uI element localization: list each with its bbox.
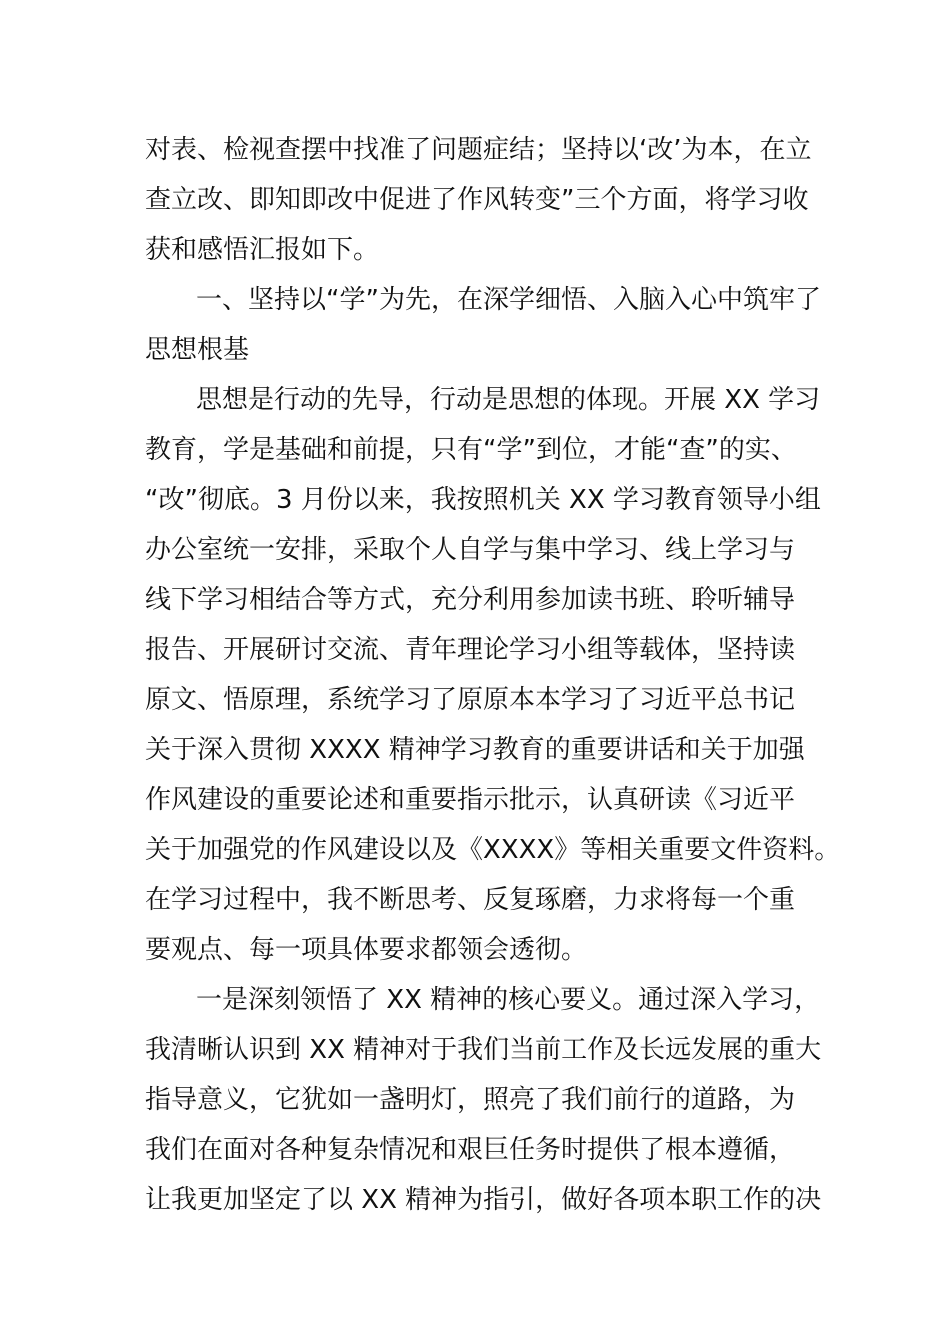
text-line: 查立改、即知即改中促进了作风转变”三个方面，将学习收: [145, 185, 809, 215]
text-line: 在学习过程中，我不断思考、反复琢磨，力求将每一个重: [145, 885, 796, 915]
text-line: 要观点、每一项具体要求都领会透彻。: [145, 935, 588, 965]
text-line: 获和感悟汇报如下。: [145, 235, 380, 265]
text-line: 作风建设的重要论述和重要指示批示，认真研读《习近平: [145, 785, 796, 815]
text-line: 让我更加坚定了以 XX 精神为指引，做好各项本职工作的决: [145, 1185, 822, 1215]
text-line: 关于加强党的作风建设以及《XXXX》等相关重要文件资料。: [145, 835, 841, 865]
text-line: 办公室统一安排，采取个人自学与集中学习、线上学习与: [145, 535, 796, 565]
text-line: 报告、开展研讨交流、青年理论学习小组等载体，坚持读: [145, 635, 796, 665]
text-line: 思想是行动的先导，行动是思想的体现。开展 XX 学习: [196, 385, 821, 415]
text-line: 关于深入贯彻 XXXX 精神学习教育的重要讲话和关于加强: [145, 735, 805, 765]
text-line: 线下学习相结合等方式，充分利用参加读书班、聆听辅导: [145, 585, 796, 615]
text-line: 教育，学是基础和前提，只有“学”到位，才能“查”的实、: [145, 435, 797, 465]
text-line: 指导意义，它犹如一盏明灯，照亮了我们前行的道路，为: [145, 1085, 796, 1115]
text-line: 对表、检视查摆中找准了问题症结；坚持以‘改’为本，在立: [145, 135, 812, 165]
text-line: 我清晰认识到 XX 精神对于我们当前工作及长远发展的重大: [145, 1035, 822, 1065]
text-line: 一是深刻领悟了 XX 精神的核心要义。通过深入学习，: [196, 985, 821, 1015]
section-heading-line: 一、坚持以“学”为先，在深学细悟、入脑入心中筑牢了: [196, 285, 821, 315]
section-heading-line: 思想根基: [145, 335, 250, 365]
text-line: “改”彻底。3 月份以来，我按照机关 XX 学习教育领导小组: [145, 485, 821, 515]
text-line: 我们在面对各种复杂情况和艰巨任务时提供了根本遵循，: [145, 1135, 796, 1165]
text-line: 原文、悟原理，系统学习了原原本本学习了习近平总书记: [145, 685, 796, 715]
